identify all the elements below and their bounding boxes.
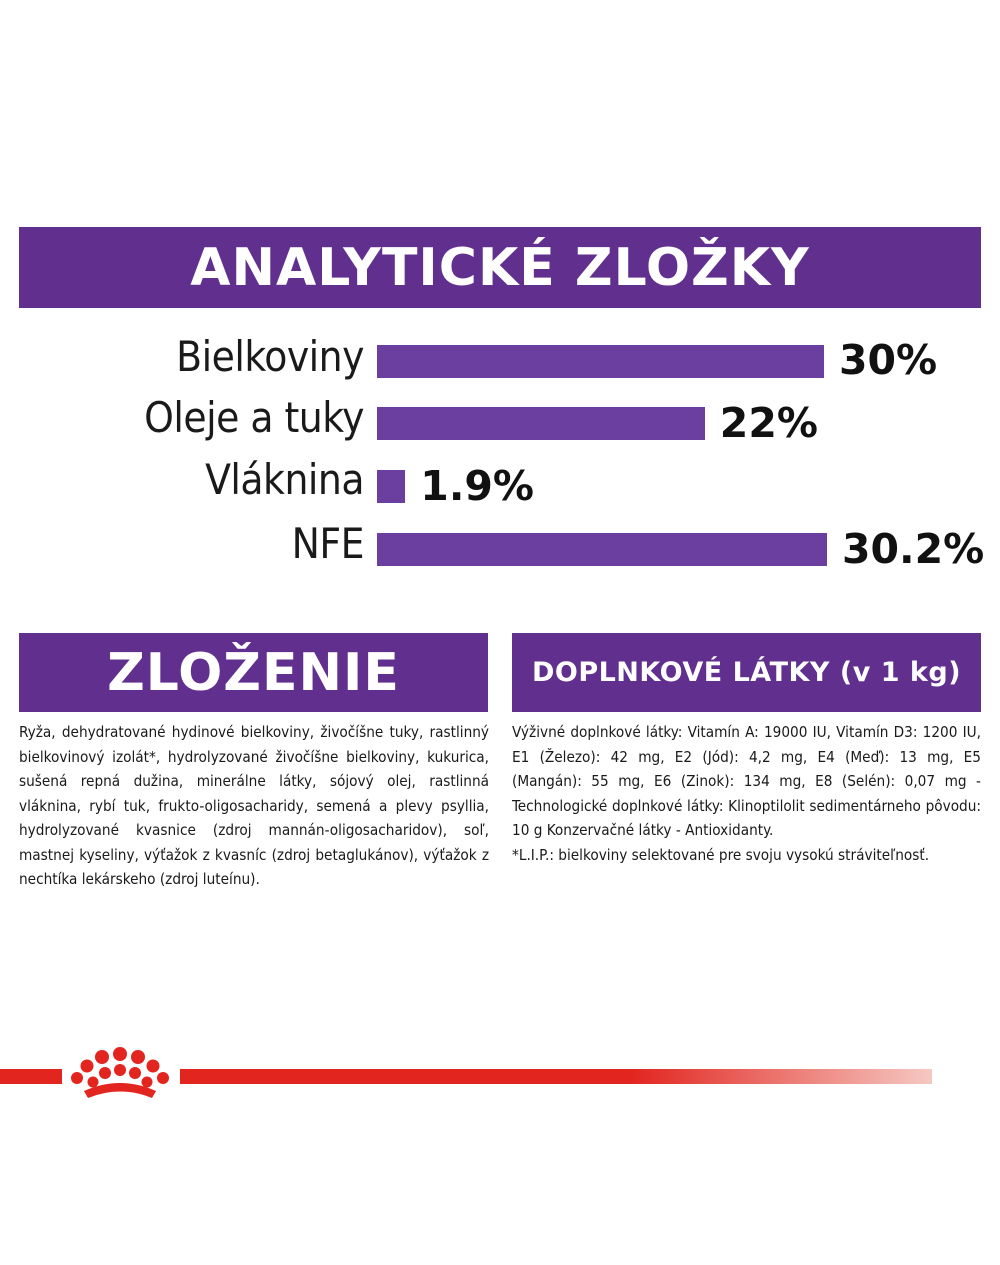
value-nfe: 30.2% — [841, 525, 985, 573]
bar-fat — [377, 407, 705, 440]
footer-line-left — [0, 1069, 62, 1084]
row-label-fat: Oleje a tuky — [144, 393, 364, 442]
bar-protein — [377, 345, 824, 378]
composition-text: Ryža, dehydratované hydinové bielkoviny, živočíšne tuky, rastlinný bielkovinový izolát*, hydrolyzované živočíšne bielkoviny, kukurica, sušená repná dužina, minerálne látky, sójový olej, rastlinná vláknina, rybí tuk, frukto-oligosacharidy, semená a plevy psyllia, hydrolyzované kvasnice (zdroj mannán-oligosacharidov), soľ, mastnej kyseliny, výťažok z kvasníc (zdroj betaglukánov), výťažok z nechtíka lekárskeho (zdroj luteínu). — [19, 723, 489, 888]
footer-line-right — [180, 1069, 932, 1084]
bar-nfe — [377, 533, 827, 566]
row-label-fiber: Vláknina — [205, 455, 364, 504]
additives-banner — [512, 633, 981, 712]
analytic-title: ANALYTICKÉ ZLOŽKY — [190, 237, 810, 298]
value-fat: 22% — [719, 399, 818, 447]
composition-banner — [19, 633, 488, 712]
analytic-banner — [19, 227, 981, 308]
additives-note: *L.I.P.: bielkoviny selektované pre svoju vysokú stráviteľnosť. — [512, 845, 930, 864]
row-label-nfe: NFE — [291, 519, 364, 568]
composition-title: ZLOŽENIE — [107, 642, 400, 703]
row-label-protein: Bielkoviny — [176, 332, 364, 381]
additives-text — [512, 720, 981, 867]
value-protein: 30% — [839, 336, 938, 384]
royal-canin-crown-icon — [66, 1045, 174, 1105]
bar-fiber — [377, 470, 405, 503]
additives-body: Výživné doplnkové látky: Vitamín A: 19000 IU, Vitamín D3: 1200 IU, E1 (Železo): 42 mg, E2 (Jód): 4,2 mg, E4 (Meď): 13 mg, E5 (Mangán): 55 mg, E6 (Zinok): 134 mg, E8 (Selén): 0,07 mg - Technologické doplnkové látky: Klinoptilolit sedimentárneho pôvodu: 10 g Konzervačné látky - Antioxidanty. — [512, 723, 981, 839]
value-fiber: 1.9% — [420, 462, 535, 510]
additives-title: DOPLNKOVÉ LÁTKY (v 1 kg) — [531, 657, 962, 688]
